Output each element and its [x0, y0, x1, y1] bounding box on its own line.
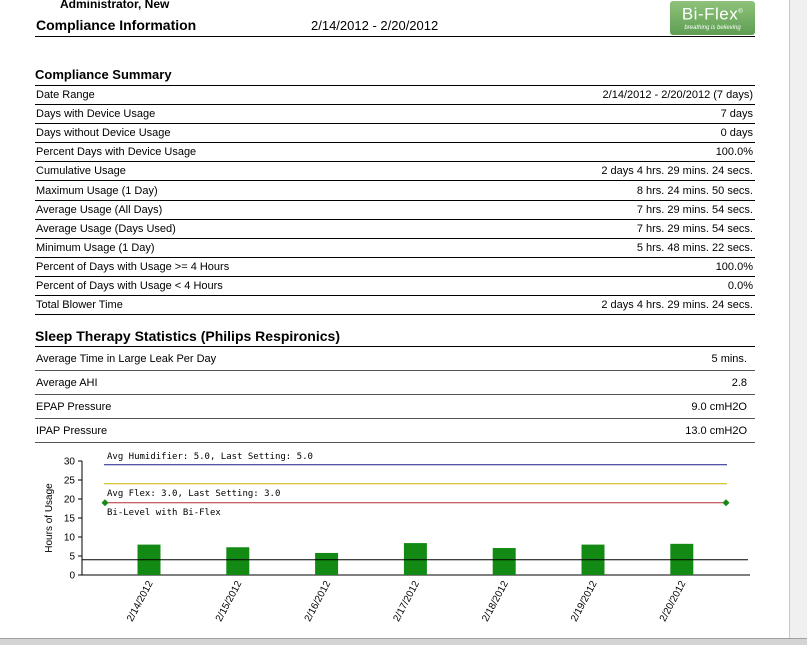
row-value: 13.0 cmH2O — [685, 424, 747, 437]
x-tick-label: 2/20/2012 — [657, 579, 689, 624]
x-tick-label: 2/16/2012 — [302, 579, 334, 624]
row-label: Percent Days with Device Usage — [36, 146, 197, 159]
row-label: Maximum Usage (1 Day) — [36, 184, 158, 197]
row-value: 100.0% — [715, 260, 753, 273]
row-value: 2.8 — [731, 376, 747, 389]
table-row — [35, 124, 755, 143]
y-tick-label: 20 — [63, 494, 75, 506]
row-value: 7 days — [720, 108, 753, 121]
row-label: Average AHI — [36, 376, 98, 389]
y-tick-label: 5 — [69, 551, 75, 563]
table-row — [35, 277, 755, 296]
row-value: 2/14/2012 - 2/20/2012 (7 days) — [602, 89, 753, 102]
table-row — [35, 347, 755, 371]
logo-tagline: breathing is believing — [684, 24, 741, 31]
reference-line-label: Avg Flex: 3.0, Last Setting: 3.0 — [107, 488, 281, 499]
bar — [315, 553, 338, 575]
table-row — [35, 143, 755, 162]
table-row — [35, 181, 755, 200]
series-marker — [102, 499, 109, 506]
row-label: IPAP Pressure — [36, 424, 108, 437]
usage-chart-svg — [30, 448, 770, 640]
user-name: Administrator, New — [60, 0, 170, 11]
x-tick-label: 2/19/2012 — [569, 579, 600, 624]
x-tick-label: 2/17/2012 — [391, 579, 423, 624]
row-value: 9.0 cmH2O — [691, 400, 747, 413]
compliance-summary-table — [35, 85, 755, 315]
row-label: Days with Device Usage — [36, 108, 156, 121]
y-axis-label: Hours of Usage — [44, 483, 55, 553]
row-value: 2 days 4 hrs. 29 mins. 24 secs. — [601, 299, 753, 312]
row-label: Percent of Days with Usage >= 4 Hours — [36, 260, 230, 273]
sleep-therapy-table — [35, 346, 755, 443]
section-title-sleep-therapy: Sleep Therapy Statistics (Philips Respironics) — [35, 328, 340, 344]
x-tick-label: 2/15/2012 — [213, 579, 245, 624]
row-value: 8 hrs. 24 mins. 50 secs. — [636, 184, 753, 197]
table-row — [35, 201, 755, 220]
row-value: 7 hrs. 29 mins. 54 secs. — [636, 222, 753, 235]
y-tick-label: 15 — [63, 513, 75, 525]
table-row — [35, 395, 755, 419]
reference-line-label: Bi-Level with Bi-Flex — [107, 507, 221, 518]
bar — [493, 548, 516, 575]
row-label: Cumulative Usage — [36, 165, 126, 178]
table-row — [35, 105, 755, 124]
row-value: 5 mins. — [711, 352, 747, 365]
row-value: 100.0% — [715, 146, 753, 159]
row-value: 5 hrs. 48 mins. 22 secs. — [636, 241, 753, 254]
reference-line-label: Avg Humidifier: 5.0, Last Setting: 5.0 — [107, 451, 313, 462]
table-row — [35, 296, 755, 315]
row-value: 2 days 4 hrs. 29 mins. 24 secs. — [601, 165, 753, 178]
bar — [226, 547, 249, 575]
row-label: Minimum Usage (1 Day) — [36, 241, 155, 254]
scrollbar[interactable] — [789, 0, 807, 645]
row-label: Average Usage (Days Used) — [36, 222, 176, 235]
section-title-compliance-summary: Compliance Summary — [35, 67, 172, 82]
table-row — [35, 371, 755, 395]
series-marker — [723, 499, 730, 506]
table-row — [35, 258, 755, 277]
y-tick-label: 10 — [63, 532, 75, 544]
table-row — [35, 86, 755, 105]
row-label: EPAP Pressure — [36, 400, 112, 413]
row-label: Average Time in Large Leak Per Day — [36, 352, 217, 365]
row-value: 0.0% — [727, 279, 753, 292]
page-title: Compliance Information — [36, 17, 197, 33]
row-label: Total Blower Time — [36, 299, 123, 312]
y-tick-label: 25 — [63, 475, 75, 487]
row-label: Average Usage (All Days) — [36, 203, 163, 216]
table-row — [35, 419, 755, 443]
y-tick-label: 30 — [63, 456, 75, 468]
bar — [404, 543, 427, 575]
header-date-range: 2/14/2012 - 2/20/2012 — [311, 18, 439, 33]
row-value: 0 days — [720, 127, 753, 140]
row-label: Date Range — [36, 89, 95, 102]
table-row — [35, 220, 755, 239]
row-label: Percent of Days with Usage < 4 Hours — [36, 279, 223, 292]
y-tick-label: 0 — [69, 570, 75, 582]
x-tick-label: 2/18/2012 — [480, 579, 511, 624]
row-value: 7 hrs. 29 mins. 54 secs. — [636, 203, 753, 216]
bi-flex-logo — [670, 1, 755, 35]
x-tick-label: 2/14/2012 — [125, 579, 156, 624]
usage-chart — [30, 448, 770, 640]
logo-text: Bi-Flex® — [681, 4, 744, 24]
table-row — [35, 162, 755, 181]
report-header — [35, 16, 755, 37]
row-label: Days without Device Usage — [36, 127, 171, 140]
table-row — [35, 239, 755, 258]
